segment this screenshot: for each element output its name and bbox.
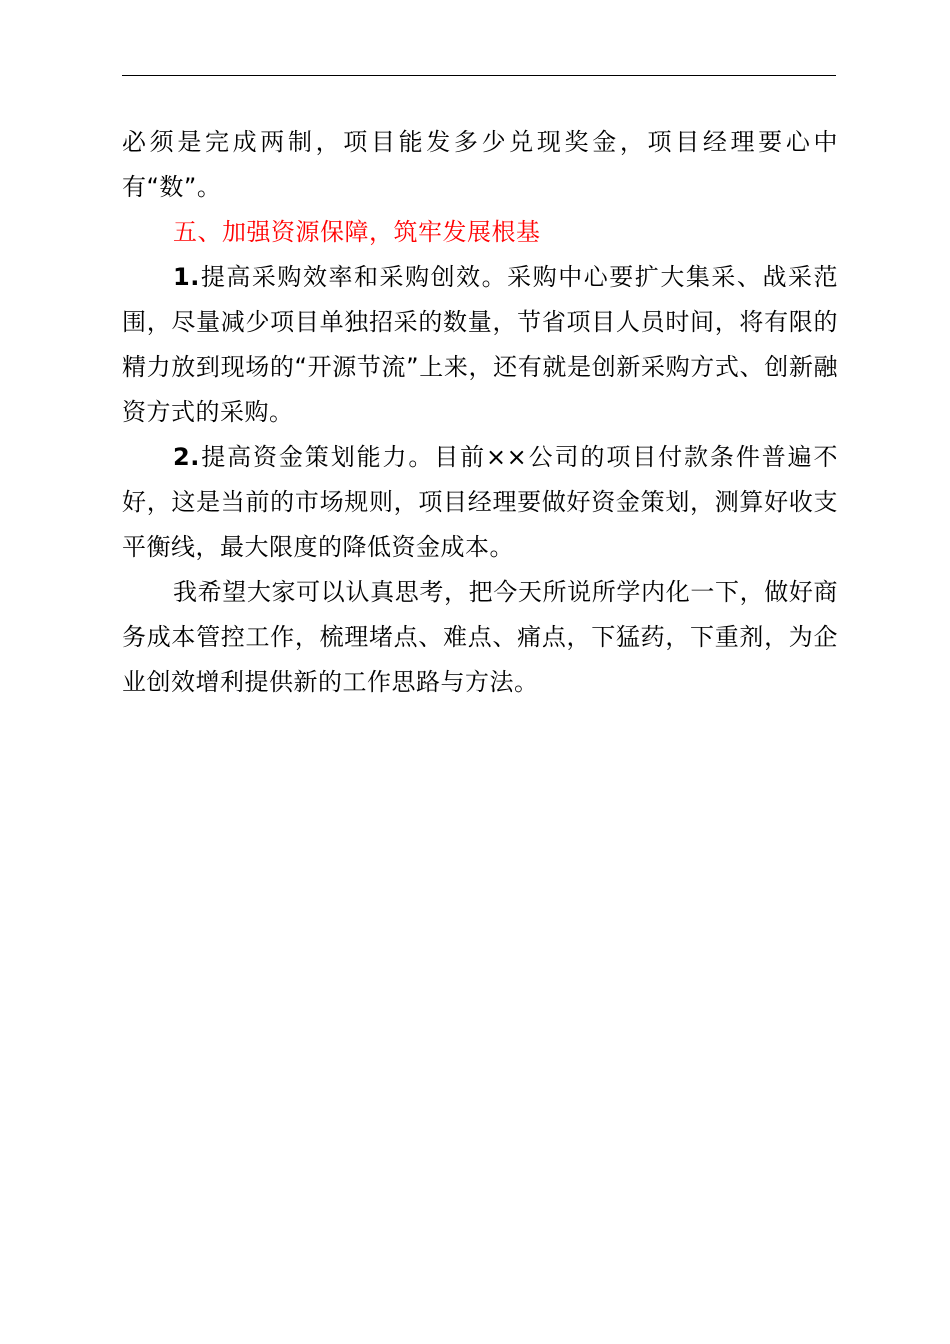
list-item-1-number: 1. bbox=[173, 263, 200, 291]
paragraph-continuation: 必须是完成两制，项目能发多少兑现奖金，项目经理要心中有“数”。 bbox=[122, 128, 838, 201]
list-item-2-number: 2. bbox=[173, 443, 200, 471]
closing-paragraph: 我希望大家可以认真思考，把今天所说所学内化一下，做好商务成本管控工作，梳理堵点、难点、痛点，下猛药，下重剂，为企业创效增利提供新的工作思路与方法。 bbox=[122, 578, 838, 696]
document-body bbox=[122, 120, 838, 705]
list-item-1 bbox=[122, 255, 838, 435]
list-item-2 bbox=[122, 435, 838, 570]
list-item-2-text: 提高资金策划能力。目前××公司的项目付款条件普遍不好，这是当前的市场规则，项目经理要做好资金策划，测算好收支平衡线，最大限度的降低资金成本。 bbox=[122, 443, 838, 561]
list-item-1-text: 提高采购效率和采购创效。采购中心要扩大集采、战采范围，尽量减少项目单独招采的数量，节省项目人员时间，将有限的精力放到现场的“开源节流”上来，还有就是创新采购方式、创新融资方式的采购。 bbox=[122, 263, 838, 426]
header-rule bbox=[122, 75, 836, 76]
section-heading: 五、加强资源保障，筑牢发展根基 bbox=[173, 218, 541, 246]
